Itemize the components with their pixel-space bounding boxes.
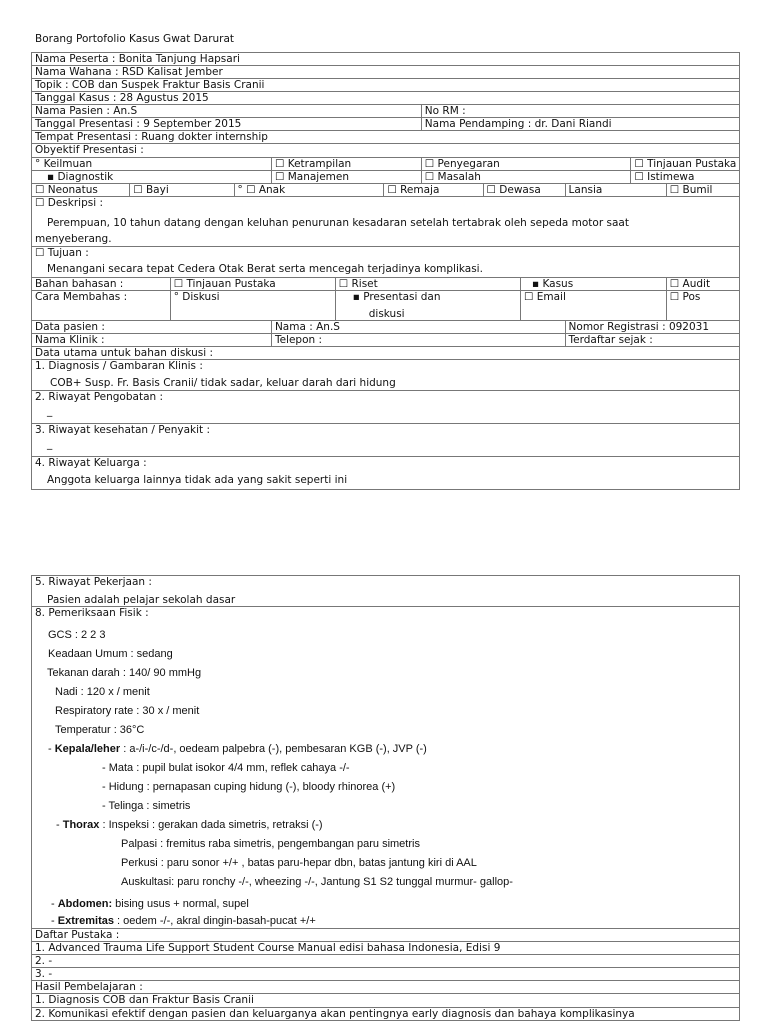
tanggal-presentasi: Tanggal Presentasi : 9 September 2015 — [32, 118, 422, 131]
exam-temperatur: Temperatur : 36°C — [55, 724, 145, 737]
daftar-pustaka-label: Daftar Pustaka : — [32, 929, 740, 942]
data-utama-label: Data utama untuk bahan diskusi : — [32, 347, 740, 360]
riwayat-kesehatan-text: _ — [47, 438, 53, 451]
exam-tekanan-darah: Tekanan darah : 140/ 90 mmHg — [47, 667, 202, 680]
abdomen-text: bising usus + normal, supel — [112, 898, 249, 911]
option-audit[interactable]: ☐ Audit — [666, 277, 739, 290]
deskripsi-section — [32, 196, 740, 246]
tujuan-label: ☐ Tujuan : — [35, 246, 89, 259]
pustaka-item: 1. Advanced Trauma Life Support Student Course Manual edisi bahasa Indonesia, Edisi 9 — [32, 942, 740, 955]
presentasi-line-1: ▪ Presentasi dan — [352, 290, 441, 303]
extremitas-label: Extremitas — [57, 915, 114, 928]
riwayat-pengobatan-label: 2. Riwayat Pengobatan : — [35, 391, 164, 404]
exam-auskultasi: Auskultasi: paru ronchy -/-, wheezing -/-, Jantung S1 S2 tunggal murmur- gallop- — [121, 876, 513, 889]
nama-pasien: Nama Pasien : An.S — [32, 105, 422, 118]
option-dewasa[interactable]: ☐ Dewasa — [483, 183, 565, 196]
option-riset[interactable]: ☐ Riset — [335, 277, 520, 290]
riwayat-kesehatan-section — [32, 424, 740, 457]
riwayat-pekerjaan-text: Pasien adalah pelajar sekolah dasar — [47, 594, 236, 607]
hasil-item: 2. Komunikasi efektif dengan pasien dan keluarganya akan pentingnya early diagnosis dan bahaya komplikasinya — [32, 1007, 740, 1020]
riwayat-keluarga-label: 4. Riwayat Keluarga : — [35, 457, 147, 470]
abdomen-label: Abdomen: — [57, 898, 113, 911]
deskripsi-label: ☐ Deskripsi : — [35, 196, 104, 209]
option-bayi[interactable]: ☐ Bayi — [130, 183, 234, 196]
form-table-top — [31, 52, 740, 490]
riwayat-keluarga-section — [32, 457, 740, 490]
tujuan-text: Menangani secara tepat Cedera Otak Berat serta mencegah terjadinya komplikasi. — [47, 262, 483, 275]
option-email[interactable]: ☐ Email — [521, 290, 667, 320]
data-pasien-label: Data pasien : — [32, 321, 272, 334]
option-diskusi[interactable]: ° Diskusi — [170, 290, 335, 320]
terdaftar-sejak: Terdaftar sejak : — [565, 334, 739, 347]
riwayat-kesehatan-label: 3. Riwayat kesehatan / Penyakit : — [35, 424, 211, 437]
option-penyegaran[interactable]: ☐ Penyegaran — [421, 157, 631, 170]
option-lansia[interactable]: Lansia — [565, 183, 666, 196]
option-anak[interactable]: ° ☐ Anak — [234, 183, 384, 196]
topik: Topik : COB dan Suspek Fraktur Basis Cranii — [32, 79, 740, 92]
no-rm: No RM : — [421, 105, 739, 118]
riwayat-pekerjaan-section — [32, 576, 740, 607]
pemeriksaan-fisik-section — [32, 607, 740, 929]
riwayat-pengobatan-section — [32, 391, 740, 424]
bahan-label: Bahan bahasan : — [32, 277, 171, 290]
option-manajemen[interactable]: ☐ Manajemen — [271, 170, 421, 183]
option-bahan-tinjauan[interactable]: ☐ Tinjauan Pustaka — [170, 277, 335, 290]
hasil-item: 1. Diagnosis COB dan Fraktur Basis Cranii — [32, 994, 740, 1007]
data-pasien-nama: Nama : An.S — [271, 321, 565, 334]
exam-nadi: Nadi : 120 x / menit — [55, 686, 150, 699]
option-keilmuan[interactable]: ° Keilmuan — [32, 157, 272, 170]
nama-klinik: Nama Klinik : — [32, 334, 272, 347]
option-presentasi[interactable] — [335, 290, 520, 320]
exam-list — [35, 619, 736, 928]
nomor-registrasi: Nomor Registrasi : 092031 — [565, 321, 739, 334]
kasus-label: ▪ Kasus — [532, 277, 574, 290]
nama-pendamping: Nama Pendamping : dr. Dani Riandi — [421, 118, 739, 131]
exam-telinga: - Telinga : simetris — [102, 800, 191, 813]
extremitas-text: : oedem -/-, akral dingin-basah-pucat +/+ — [114, 915, 316, 928]
obyektif-label: Obyektif Presentasi : — [32, 144, 740, 157]
deskripsi-text-2: menyeberang. — [35, 232, 112, 245]
option-neonatus[interactable]: ☐ Neonatus — [32, 183, 130, 196]
exam-gcs: GCS : 2 2 3 — [48, 629, 106, 642]
exam-palpasi: Palpasi : fremitus raba simetris, pengembangan paru simetris — [121, 838, 420, 851]
option-kasus[interactable] — [521, 277, 667, 290]
thorax-text: : Inspeksi : gerakan dada simetris, retraksi (-) — [99, 819, 323, 832]
option-istimewa[interactable]: ☐ Istimewa — [631, 170, 740, 183]
document-title: Borang Portofolio Kasus Gwat Darurat — [35, 33, 235, 45]
diagnosis-label: 1. Diagnosis / Gambaran Klinis : — [35, 360, 203, 373]
telepon: Telepon : — [271, 334, 565, 347]
option-diagnostik[interactable] — [32, 170, 272, 183]
riwayat-pengobatan-text: _ — [47, 405, 53, 418]
nama-peserta: Nama Peserta : Bonita Tanjung Hapsari — [32, 53, 740, 66]
presentasi-line-2: diskusi — [368, 307, 405, 320]
nama-wahana: Nama Wahana : RSD Kalisat Jember — [32, 66, 740, 79]
riwayat-pekerjaan-label: 5. Riwayat Pekerjaan : — [35, 576, 152, 588]
diagnosis-text: COB+ Susp. Fr. Basis Cranii/ tidak sadar, keluar darah dari hidung — [50, 377, 396, 390]
option-bumil[interactable]: ☐ Bumil — [666, 183, 739, 196]
option-remaja[interactable]: ☐ Remaja — [384, 183, 483, 196]
exam-kepala-leher: - Kepala/leher : a-/i-/c-/d-, oedeam palpebra (-), pembesaran KGB (-), JVP (-) — [48, 743, 427, 756]
exam-thorax: - Thorax : Inspeksi : gerakan dada simetris, retraksi (-) — [56, 819, 323, 832]
kepala-leher-label: Kepala/leher — [54, 743, 121, 756]
exam-extremitas: - Extremitas : oedem -/-, akral dingin-basah-pucat +/+ — [51, 915, 316, 928]
form-table-bottom — [31, 575, 740, 1021]
tujuan-section — [32, 246, 740, 277]
exam-mata: - Mata : pupil bulat isokor 4/4 mm, reflek cahaya -/- — [102, 762, 350, 775]
cara-label: Cara Membahas : — [32, 290, 171, 320]
tanggal-kasus: Tanggal Kasus : 28 Agustus 2015 — [32, 92, 740, 105]
riwayat-keluarga-text: Anggota keluarga lainnya tidak ada yang sakit seperti ini — [47, 474, 348, 487]
option-masalah[interactable]: ☐ Masalah — [421, 170, 631, 183]
exam-keadaan-umum: Keadaan Umum : sedang — [48, 648, 173, 661]
thorax-label: Thorax — [62, 819, 100, 832]
exam-hidung: - Hidung : pernapasan cuping hidung (-), bloody rhinorea (+) — [102, 781, 396, 794]
option-ketrampilan[interactable]: ☐ Ketrampilan — [271, 157, 421, 170]
hasil-pembelajaran-label: Hasil Pembelajaran : — [32, 981, 740, 994]
pustaka-item: 2. - — [32, 955, 740, 968]
deskripsi-text: Perempuan, 10 tahun datang dengan keluhan penurunan kesadaran setelah tertabrak oleh sepeda motor saat — [47, 216, 629, 229]
pemeriksaan-fisik-label: 8. Pemeriksaan Fisik : — [35, 607, 149, 620]
diagnosis-section — [32, 360, 740, 391]
option-tinjauan-pustaka[interactable]: ☐ Tinjauan Pustaka — [631, 157, 740, 170]
diagnostik-label: ▪ Diagnostik — [47, 170, 114, 183]
tempat-presentasi: Tempat Presentasi : Ruang dokter internship — [32, 131, 740, 144]
kepala-leher-text: : a-/i-/c-/d-, oedeam palpebra (-), pembesaran KGB (-), JVP (-) — [120, 743, 427, 756]
pustaka-item: 3. - — [32, 968, 740, 981]
option-pos[interactable]: ☐ Pos — [666, 290, 739, 320]
exam-abdomen: - Abdomen: bising usus + normal, supel — [51, 898, 249, 911]
exam-perkusi: Perkusi : paru sonor +/+ , batas paru-hepar dbn, batas jantung kiri di AAL — [121, 857, 477, 870]
exam-respiratory-rate: Respiratory rate : 30 x / menit — [55, 705, 200, 718]
